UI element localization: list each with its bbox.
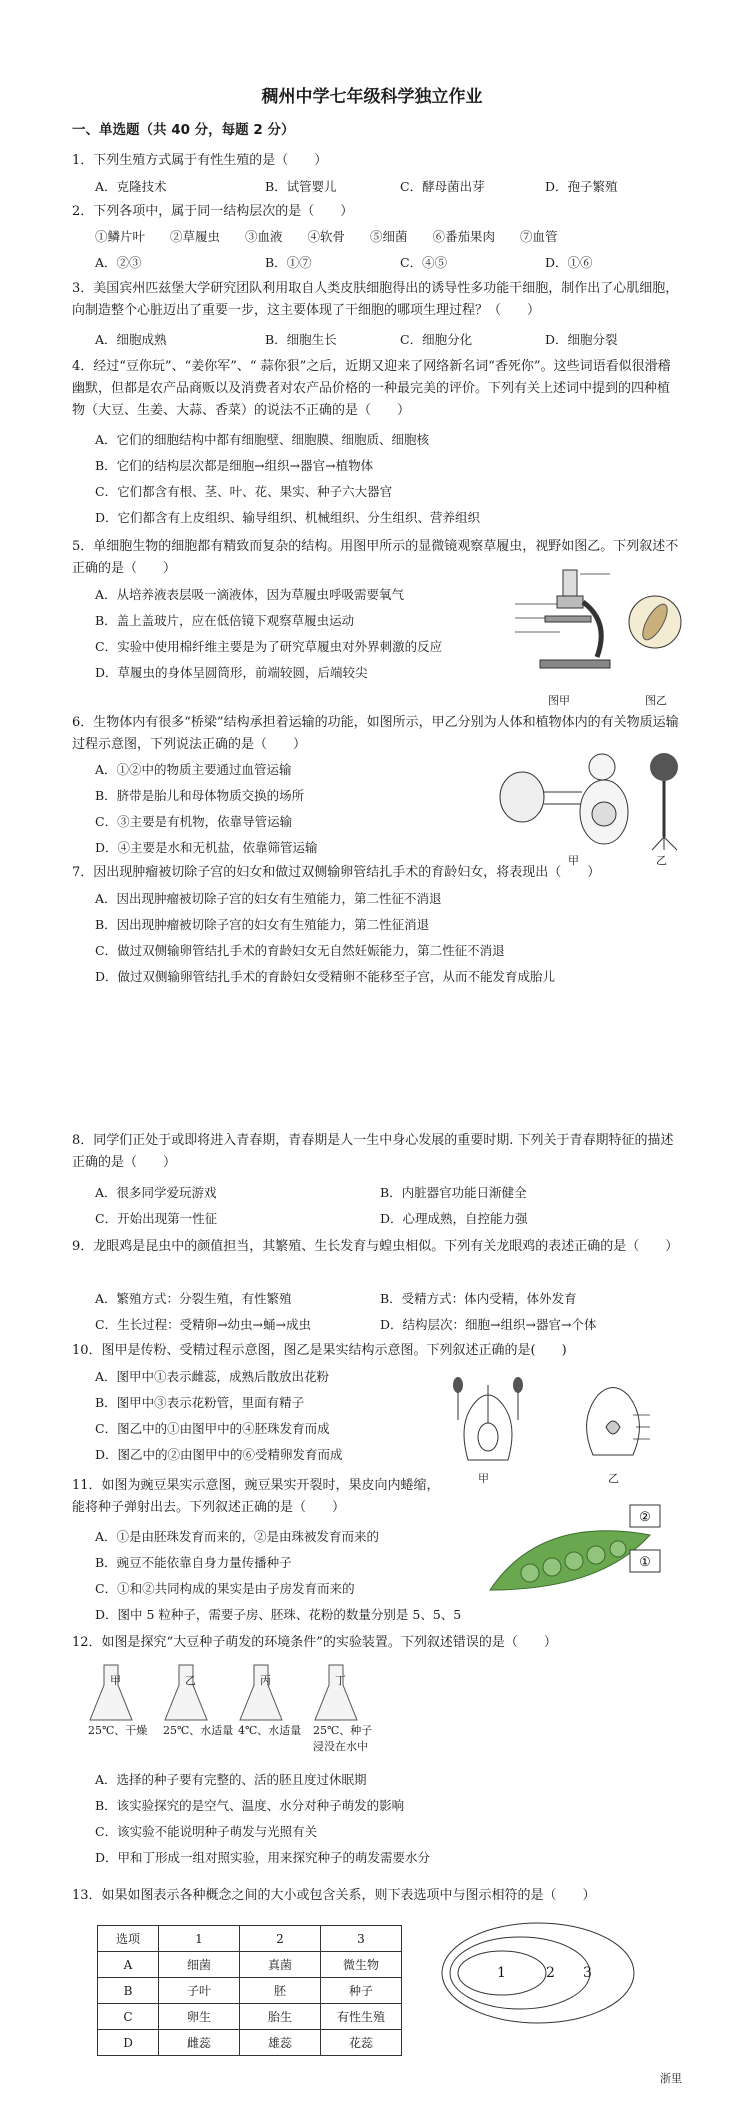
question-6-stem: 6．生物体内有很多“桥梁”结构承担着运输的功能，如图所示，甲乙分别为人体和植物体内的有关物质运输过程示意图，下列说法正确的是（ ） bbox=[72, 715, 679, 752]
transport-figure bbox=[492, 742, 692, 852]
table-cell: 卵生 bbox=[159, 2004, 240, 2030]
table-cell: 雌蕊 bbox=[159, 2030, 240, 2056]
table-header-cell: 2 bbox=[240, 1926, 321, 1952]
q1-option-c: C．酵母菌出芽 bbox=[400, 179, 485, 194]
table-cell: 花蕊 bbox=[321, 2030, 402, 2056]
flask-yi-condition: 25℃、水适量 bbox=[163, 1724, 234, 1737]
microscope-figure bbox=[505, 562, 685, 682]
question-8-stem: 8．同学们正处于或即将进入青春期，青春期是人一生中身心发展的重要时期. 下列关于青春期特征的描述正确的是（ ） bbox=[72, 1133, 674, 1170]
q11-option-c: C．①和②共同构成的果实是由子房发育而来的 bbox=[95, 1581, 355, 1596]
q10-fig-label-jia: 甲 bbox=[478, 1472, 489, 1485]
circle-label-2: 2 bbox=[546, 1965, 555, 1981]
question-7-stem: 7．因出现肿瘤被切除子宫的妇女和做过双侧输卵管结扎手术的育龄妇女，将表现出（ ） bbox=[72, 865, 601, 880]
flask-jia-name: 甲 bbox=[110, 1674, 121, 1687]
q6-fig-label-yi: 乙 bbox=[656, 854, 667, 867]
flask-jia-condition: 25℃、干燥 bbox=[88, 1724, 148, 1737]
table-row bbox=[98, 1952, 402, 1978]
q2-items: ①鳞片叶 ②草履虫 ③血液 ④软骨 ⑤细菌 ⑥番茄果肉 ⑦血管 bbox=[95, 229, 558, 244]
table-cell: D bbox=[98, 2030, 159, 2056]
table-cell: C bbox=[98, 2004, 159, 2030]
q6-option-c: C．③主要是有机物，依靠导管运输 bbox=[95, 814, 293, 829]
q10-option-d: D．图乙中的②由图甲中的⑥受精卵发育而成 bbox=[95, 1447, 343, 1462]
q4-option-d: D．它们都含有上皮组织、输导组织、机械组织、分生组织、营养组织 bbox=[95, 510, 481, 525]
q12-option-c: C．该实验不能说明种子萌发与光照有关 bbox=[95, 1824, 318, 1839]
q3-option-d: D．细胞分裂 bbox=[545, 332, 618, 347]
circle-label-3: 3 bbox=[583, 1965, 592, 1981]
q5-fig-label-yi: 图乙 bbox=[645, 694, 667, 707]
q8-option-d: D．心理成熟，自控能力强 bbox=[380, 1211, 528, 1226]
footer-text: 浙里 bbox=[660, 2072, 682, 2085]
q7-option-d: D．做过双侧输卵管结扎手术的育龄妇女受精卵不能移至子宫，从而不能发育成胎儿 bbox=[95, 969, 556, 984]
q10-fig-label-yi: 乙 bbox=[608, 1472, 619, 1485]
q5-option-b: B．盖上盖玻片，应在低倍镜下观察草履虫运动 bbox=[95, 613, 355, 628]
question-10-stem: 10．图甲是传粉、受精过程示意图，图乙是果实结构示意图。下列叙述正确的是( ) bbox=[72, 1343, 567, 1358]
q9-option-c: C．生长过程：受精卵→幼虫→蛹→成虫 bbox=[95, 1317, 311, 1332]
q11-option-a: A．①是由胚珠发育而来的，②是由珠被发育而来的 bbox=[95, 1529, 380, 1544]
q7-option-b: B．因出现肿瘤被切除子宫的妇女有生殖能力，第二性征消退 bbox=[95, 917, 430, 932]
table-cell: 雄蕊 bbox=[240, 2030, 321, 2056]
q10-option-a: A．图甲中①表示雌蕊，成熟后散放出花粉 bbox=[95, 1369, 330, 1384]
q6-option-d: D．④主要是水和无机盐，依靠筛管运输 bbox=[95, 840, 318, 855]
q2-option-c: C．④⑤ bbox=[400, 255, 448, 270]
flask-bing-name: 丙 bbox=[260, 1674, 271, 1687]
svg-text:②: ② bbox=[639, 1510, 651, 1525]
q9-option-b: B．受精方式：体内受精，体外发育 bbox=[380, 1291, 577, 1306]
q6-option-b: B．脐带是胎儿和母体物质交换的场所 bbox=[95, 788, 305, 803]
q8-option-b: B．内脏器官功能日渐健全 bbox=[380, 1185, 527, 1200]
table-cell: 真菌 bbox=[240, 1952, 321, 1978]
nested-circles-figure bbox=[438, 1918, 638, 2028]
table-row bbox=[98, 2004, 402, 2030]
q8-option-a: A．很多同学爱玩游戏 bbox=[95, 1185, 217, 1200]
svg-text:①: ① bbox=[639, 1555, 651, 1570]
q2-option-b: B．①⑦ bbox=[265, 255, 312, 270]
q1-option-b: B．试管婴儿 bbox=[265, 179, 337, 194]
table-row bbox=[98, 1978, 402, 2004]
table-cell: 子叶 bbox=[159, 1978, 240, 2004]
q2-option-d: D．①⑥ bbox=[545, 255, 593, 270]
q4-option-c: C．它们都含有根、茎、叶、花、果实、种子六大器官 bbox=[95, 484, 393, 499]
flasks-figure bbox=[88, 1660, 468, 1730]
q9-option-d: D．结构层次：细胞→组织→器官→个体 bbox=[380, 1317, 597, 1332]
question-9-stem: 9．龙眼鸡是昆虫中的颜值担当，其繁殖、生长发育与蝗虫相似。下列有关龙眼鸡的表述正确的是（ ） bbox=[72, 1239, 679, 1254]
q1-option-a: A．克隆技术 bbox=[95, 179, 167, 194]
table-header-cell: 选项 bbox=[98, 1926, 159, 1952]
table-row bbox=[98, 2030, 402, 2056]
q10-option-c: C．图乙中的①由图甲中的④胚珠发育而成 bbox=[95, 1421, 330, 1436]
q12-option-a: A．选择的种子要有完整的、活的胚且度过休眠期 bbox=[95, 1772, 367, 1787]
q5-fig-label-jia: 图甲 bbox=[548, 694, 570, 707]
table-cell: B bbox=[98, 1978, 159, 2004]
pollination-figure bbox=[428, 1365, 668, 1465]
question-12-stem: 12．如图是探究“大豆种子萌发的环境条件”的实验装置。下列叙述错误的是（ ） bbox=[72, 1635, 557, 1650]
q5-option-d: D．草履虫的身体呈圆筒形，前端较圆，后端较尖 bbox=[95, 665, 368, 680]
question-1-stem: 1．下列生殖方式属于有性生殖的是（ ） bbox=[72, 153, 328, 168]
question-3-stem: 3．美国宾州匹兹堡大学研究团队利用取自人类皮肤细胞得出的诱导性多功能干细胞，制作出了心肌细胞，向制造整个心脏迈出了重要一步，这主要体现了干细胞的哪项生理过程？（ ） bbox=[72, 281, 679, 318]
flask-ding-condition: 25℃、种子浸没在水中 bbox=[313, 1724, 373, 1753]
table-cell: 胎生 bbox=[240, 2004, 321, 2030]
q7-option-c: C．做过双侧输卵管结扎手术的育龄妇女无自然妊娠能力，第二性征不消退 bbox=[95, 943, 505, 958]
q3-option-a: A．细胞成熟 bbox=[95, 332, 167, 347]
q6-option-a: A．①②中的物质主要通过血管运输 bbox=[95, 762, 292, 777]
q8-option-c: C．开始出现第一性征 bbox=[95, 1211, 218, 1226]
circle-label-1: 1 bbox=[497, 1965, 506, 1981]
table-cell: 细菌 bbox=[159, 1952, 240, 1978]
table-cell: 胚 bbox=[240, 1978, 321, 2004]
table-header-row bbox=[98, 1926, 402, 1952]
q3-option-b: B．细胞生长 bbox=[265, 332, 337, 347]
q3-option-c: C．细胞分化 bbox=[400, 332, 473, 347]
q7-option-a: A．因出现肿瘤被切除子宫的妇女有生殖能力，第二性征不消退 bbox=[95, 891, 442, 906]
question-5-stem: 5．单细胞生物的细胞都有精致而复杂的结构。用图甲所示的显微镜观察草履虫，视野如图乙。下列叙述不正确的是（ ） bbox=[72, 539, 679, 576]
flask-bing-condition: 4℃、水适量 bbox=[238, 1724, 302, 1737]
flask-ding-name: 丁 bbox=[335, 1674, 346, 1687]
q12-option-d: D．甲和丁形成一组对照实验，用来探究种子的萌发需要水分 bbox=[95, 1850, 431, 1865]
question-2-stem: 2．下列各项中，属于同一结构层次的是（ ） bbox=[72, 204, 354, 219]
q1-option-d: D．孢子繁殖 bbox=[545, 179, 618, 194]
table-cell: 种子 bbox=[321, 1978, 402, 2004]
q4-option-a: A．它们的细胞结构中都有细胞壁、细胞膜、细胞质、细胞核 bbox=[95, 432, 430, 447]
table-cell: A bbox=[98, 1952, 159, 1978]
q11-option-b: B．豌豆不能依靠自身力量传播种子 bbox=[95, 1555, 292, 1570]
q13-table bbox=[97, 1925, 402, 2056]
q4-option-b: B．它们的结构层次都是细胞→组织→器官→植物体 bbox=[95, 458, 374, 473]
pea-pod-figure bbox=[480, 1495, 680, 1615]
page-title: 稠州中学七年级科学独立作业 bbox=[261, 87, 483, 107]
question-11-stem: 11．如图为豌豆果实示意图，豌豆果实开裂时，果皮向内蜷缩，能将种子弹射出去。下列叙述正确的是（ ） bbox=[72, 1478, 440, 1515]
table-cell: 有性生殖 bbox=[321, 2004, 402, 2030]
section-heading: 一、单选题（共 40 分，每题 2 分） bbox=[72, 122, 295, 138]
q9-option-a: A．繁殖方式：分裂生殖，有性繁殖 bbox=[95, 1291, 292, 1306]
table-header-cell: 3 bbox=[321, 1926, 402, 1952]
q5-option-c: C．实验中使用棉纤维主要是为了研究草履虫对外界刺激的反应 bbox=[95, 639, 443, 654]
q12-option-b: B．该实验探究的是空气、温度、水分对种子萌发的影响 bbox=[95, 1798, 405, 1813]
q6-fig-label-jia: 甲 bbox=[568, 854, 579, 867]
question-13-stem: 13．如果如图表示各种概念之间的大小或包含关系，则下表选项中与图示相符的是（ ） bbox=[72, 1888, 596, 1903]
q10-option-b: B．图甲中③表示花粉管，里面有精子 bbox=[95, 1395, 305, 1410]
q11-option-d: D．图中 5 粒种子，需要子房、胚珠、花粉的数量分别是 5、5、5 bbox=[95, 1607, 462, 1622]
table-header-cell: 1 bbox=[159, 1926, 240, 1952]
table-cell: 微生物 bbox=[321, 1952, 402, 1978]
question-4-stem: 4．经过“豆你玩”、“姜你军”、“ 蒜你狠”之后，近期又迎来了网络新名词“香死你”。这些词语看似很滑稽幽默，但都是农产品商贩以及消费者对农产品价格的一种最完美的评价。下列有关上述词中提到的四种植物（大豆、生姜、大蒜、香菜）的说法不正确的是（ ） bbox=[72, 359, 671, 418]
q2-option-a: A．②③ bbox=[95, 255, 142, 270]
flask-yi-name: 乙 bbox=[185, 1674, 196, 1687]
q5-option-a: A．从培养液表层吸一滴液体，因为草履虫呼吸需要氧气 bbox=[95, 587, 405, 602]
